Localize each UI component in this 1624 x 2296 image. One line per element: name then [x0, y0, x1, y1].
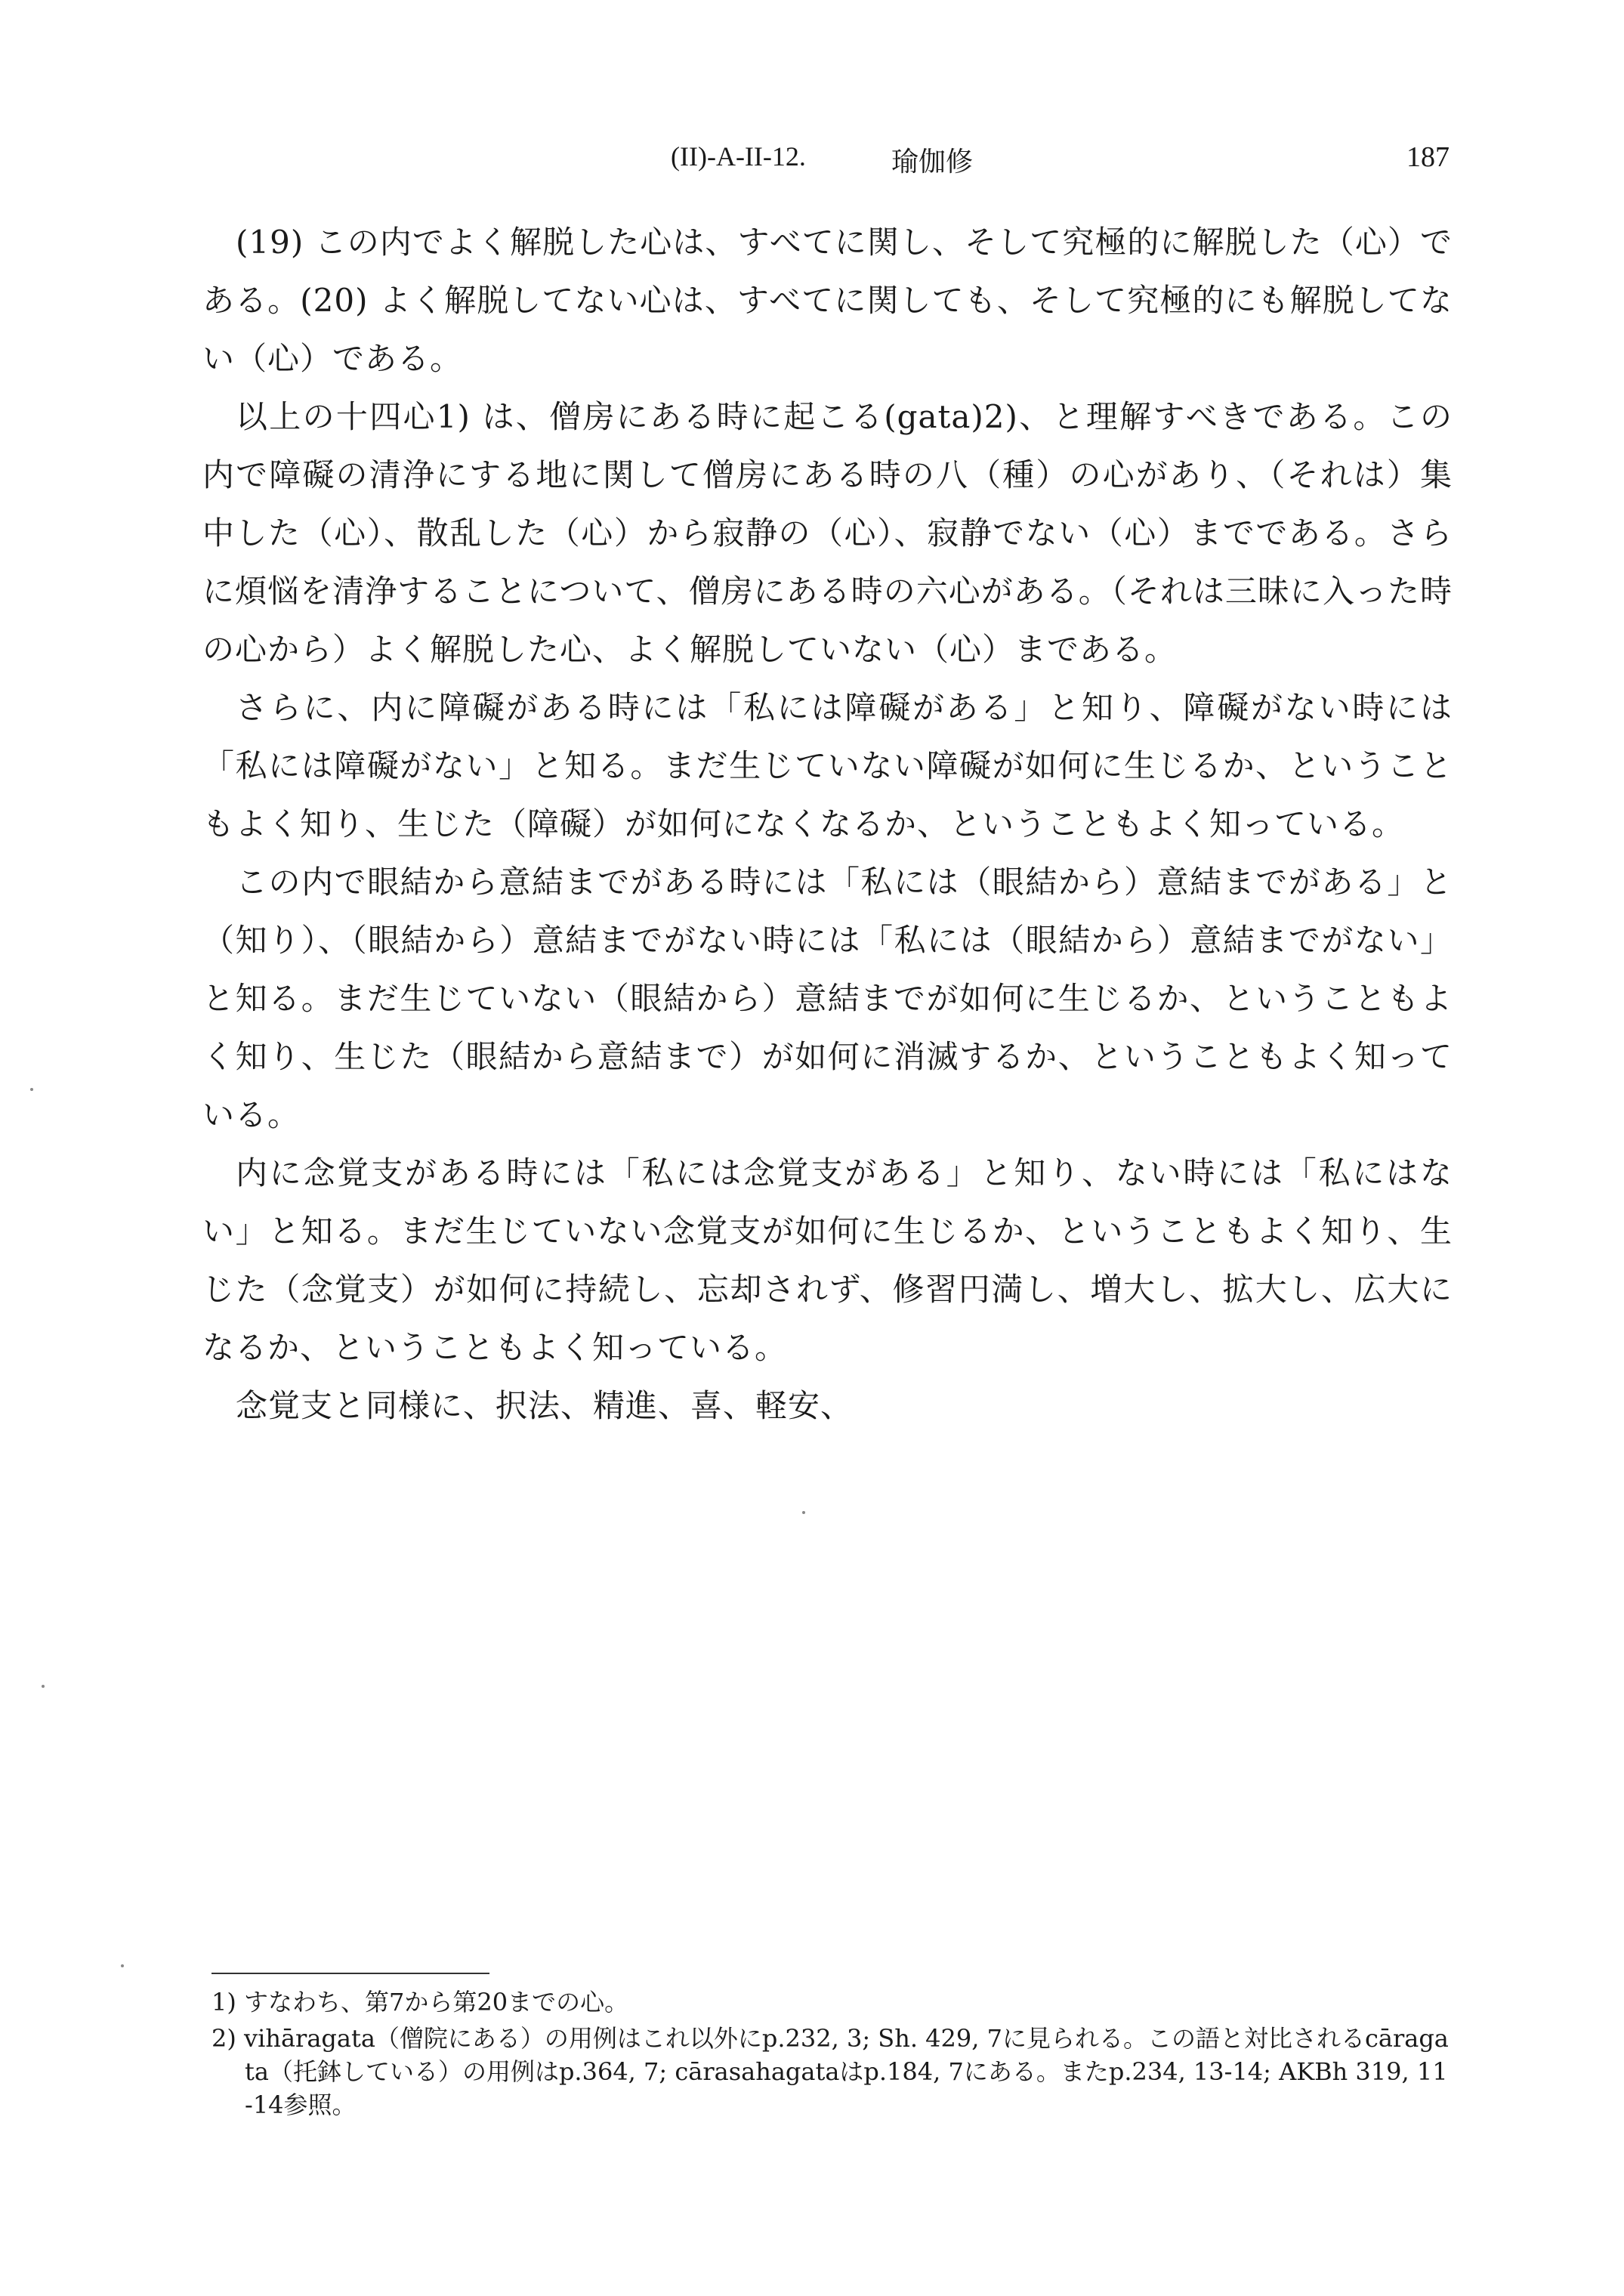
paragraph-6: 念覚支と同様に、択法、精進、喜、軽安、 [236, 1387, 854, 1424]
paragraph-2: 以上の十四心1) は、僧房にある時に起こる(gata)2)、と理解すべきである。この内で障礙の清浄にする地に関して僧房にある時の八（種）の心があり、（それは）集中した（心）、散乱した（心）から寂静の（心）、寂静でない（心）までである。さらに煩悩を清浄することについて、僧房にある時の六心がある。（それは三昧に入った時の心から）よく解脱した心、よく解脱していない（心）まである。 [202, 398, 1453, 668]
header-section-number: (II)-A-II-12. [671, 141, 806, 172]
running-header [0, 141, 1624, 186]
footnote-rule [211, 1973, 489, 1974]
footnote-1: 1) すなわち、第7から第20までの心。 [211, 1988, 629, 2016]
scan-speck [802, 1511, 805, 1514]
main-text [202, 213, 1453, 1435]
paragraph-4: この内で眼結から意結までがある時には「私には（眼結から）意結までがある」と（知り）、（眼結から）意結までがない時には「私には（眼結から）意結までがない」と知る。まだ生じていない（眼結から）意結までが如何に生じるか、ということもよく知り、生じた（眼結から意結まで）が如何に消滅するか、ということもよく知っている。 [202, 864, 1453, 1133]
scan-speck [121, 1964, 124, 1967]
paragraph-1: (19) この内でよく解脱した心は、すべてに関し、そして究極的に解脱した（心）である。(20) よく解脱してない心は、すべてに関しても、そして究極的にも解脱してない（心）である。 [202, 224, 1453, 377]
paragraph-3: さらに、内に障礙がある時には「私には障礙がある」と知り、障礙がない時には「私には障礙がない」と知る。まだ生じていない障礙が如何に生じるか、ということもよく知り、生じた（障礙）が如何になくなるか、ということもよく知っている。 [202, 689, 1453, 842]
scan-speck [42, 1685, 45, 1688]
header-title: 瑜伽修 [891, 147, 974, 178]
footnote-2: 2) vihāragata（僧院にある）の用例はこれ以外にp.232, 3; Sh. 429, 7に見られる。この語と対比されるcāragata（托鉢している）の用例はp.364, 7; cārasahagataはp.184, 7にある。またp.234, 13-14; AKBh 319, 11-14参照。 [211, 2024, 1449, 2119]
footnotes [211, 1985, 1450, 2124]
scan-speck [30, 1088, 33, 1091]
paragraph-5: 内に念覚支がある時には「私には念覚支がある」と知り、ない時には「私にはない」と知る。まだ生じていない念覚支が如何に生じるか、ということもよく知り、生じた（念覚支）が如何に持続し、忘却されず、修習円満し、増大し、拡大し、広大になるか、ということもよく知っている。 [202, 1154, 1453, 1366]
page-number: 187 [1406, 141, 1450, 173]
